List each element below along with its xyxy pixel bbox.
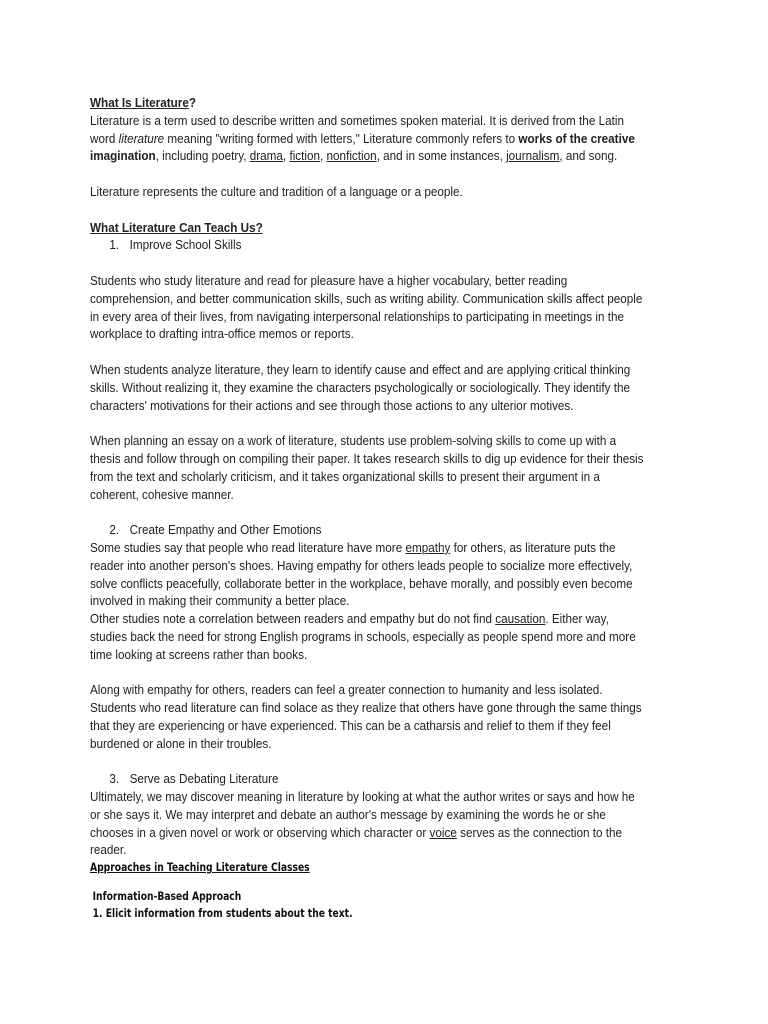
text: Other studies note a correlation between readers and empathy but do not find <box>90 611 496 627</box>
list-label: Improve School Skills <box>129 237 242 253</box>
point-1: 1. Elicit information from students about the text. <box>92 906 353 921</box>
text: , and in some instances, <box>376 148 507 164</box>
intro-line-3 <box>90 147 680 165</box>
paragraph-line <box>90 824 680 842</box>
paragraph-line: coherent, cohesive manner. <box>90 486 234 502</box>
paragraph-line: comprehension, and better communication skills, such as writing ability. Communication skills affect people <box>90 290 643 306</box>
paragraph-line: time looking at screens rather than books. <box>90 646 308 662</box>
link-voice[interactable]: voice <box>429 824 457 840</box>
paragraph-line: studies back the need for strong English programs in schools, especially as people spend more and more <box>90 628 636 644</box>
paragraph-line: involved in making their community a better place. <box>90 593 350 609</box>
text: meaning "writing formed with letters," Literature commonly refers to <box>164 130 519 146</box>
paragraph-line: that they are experiencing or have experienced. This can be a catharsis and relief to them if they feel <box>90 717 611 733</box>
paragraph-line: When planning an essay on a work of literature, students use problem-solving skills to come up with a <box>90 433 617 449</box>
paragraph-line: thesis and follow through on compiling their paper. It takes research skills to dig up evidence for their thesis <box>90 450 644 466</box>
subheading-information-based: Information-Based Approach <box>92 889 242 904</box>
list-item-2 <box>90 521 680 539</box>
heading-what-literature-can-teach <box>90 219 680 237</box>
text: , <box>320 148 327 164</box>
heading-what-is-literature <box>90 94 680 112</box>
list-label: Serve as Debating Literature <box>129 771 279 787</box>
link-fiction[interactable]: fiction <box>289 148 321 164</box>
text: , <box>282 148 290 164</box>
link-causation[interactable]: causation <box>495 611 546 627</box>
paragraph-line <box>90 539 680 557</box>
paragraph-line: burdened or alone in their troubles. <box>90 735 272 751</box>
paragraph-line: reader into another person's shoes. Having empathy for others leads people to socialize more effectively, <box>90 557 633 573</box>
link-journalism[interactable]: journalism <box>506 148 560 164</box>
paragraph-line: in every area of their lives, from navigating interpersonal relationships to participating in meetings in the <box>90 308 624 324</box>
bold-phrase: imagination <box>90 148 156 164</box>
paragraph-line: solve conflicts peacefully, collaborate better in the workplace, behave morally, and possibly even become <box>90 575 633 591</box>
text: word <box>90 130 119 146</box>
list-number: 1. <box>109 237 120 253</box>
paragraph-line: When students analyze literature, they learn to identify cause and effect and are applying critical thinking <box>90 361 631 377</box>
link-empathy[interactable]: empathy <box>405 539 451 555</box>
link-drama[interactable]: drama <box>249 148 283 164</box>
paragraph-line: from the text and scholarly criticism, and it takes organizational skills to present their argument in a <box>90 468 600 484</box>
paragraph-line: Students who read literature can find solace as they realize that others have gone through the same things <box>90 700 642 716</box>
intro-line-2 <box>90 130 680 148</box>
list-label: Create Empathy and Other Emotions <box>129 522 322 538</box>
heading-text: What Literature Can Teach Us? <box>90 219 263 235</box>
text: serves as the connection to the <box>456 824 623 840</box>
text: for others, as literature puts the <box>450 539 616 555</box>
list-number: 2. <box>109 522 120 538</box>
intro-line-1: Literature is a term used to describe written and sometimes spoken material. It is derived from the Latin <box>90 112 624 128</box>
list-item-1 <box>90 236 680 254</box>
paragraph-line: Students who study literature and read for pleasure have a higher vocabulary, better reading <box>90 272 568 288</box>
text: , including poetry, <box>155 148 250 164</box>
paragraph-line: or she says it. We may interpret and debate an author's message by examining the words he or she <box>90 806 606 822</box>
list-number: 3. <box>109 771 120 787</box>
heading-text: What Is Literature <box>90 95 189 110</box>
bold-phrase: works of the creative <box>518 130 635 146</box>
paragraph-line <box>90 610 680 628</box>
paragraph-line: Ultimately, we may discover meaning in literature by looking at what the author writes or says and how he <box>90 789 635 805</box>
link-nonfiction[interactable]: nonfiction <box>326 148 377 164</box>
heading-approaches: Approaches in Teaching Literature Classes <box>90 860 310 875</box>
text: chooses in a given novel or work or observing which character or <box>90 824 430 840</box>
culture-paragraph: Literature represents the culture and tradition of a language or a people. <box>90 183 463 199</box>
paragraph-line: characters' motivations for their actions and see through those actions to any ulterior motives. <box>90 397 574 413</box>
paragraph-line: skills. Without realizing it, they examine the characters psychologically or sociologically. They identify the <box>90 379 631 395</box>
paragraph-line: reader. <box>90 842 127 858</box>
paragraph-line: workplace to drafting intra-office memos or reports. <box>90 326 354 342</box>
text: Some studies say that people who read literature have more <box>90 539 406 555</box>
text: . Either way, <box>545 611 609 627</box>
text: , and song. <box>559 148 618 164</box>
italic-term: literature <box>118 130 165 146</box>
heading-suffix: ? <box>188 95 196 110</box>
document-page <box>90 94 644 922</box>
paragraph-line: Along with empathy for others, readers can feel a greater connection to humanity and less isolated. <box>90 682 603 698</box>
list-item-3 <box>90 770 680 788</box>
